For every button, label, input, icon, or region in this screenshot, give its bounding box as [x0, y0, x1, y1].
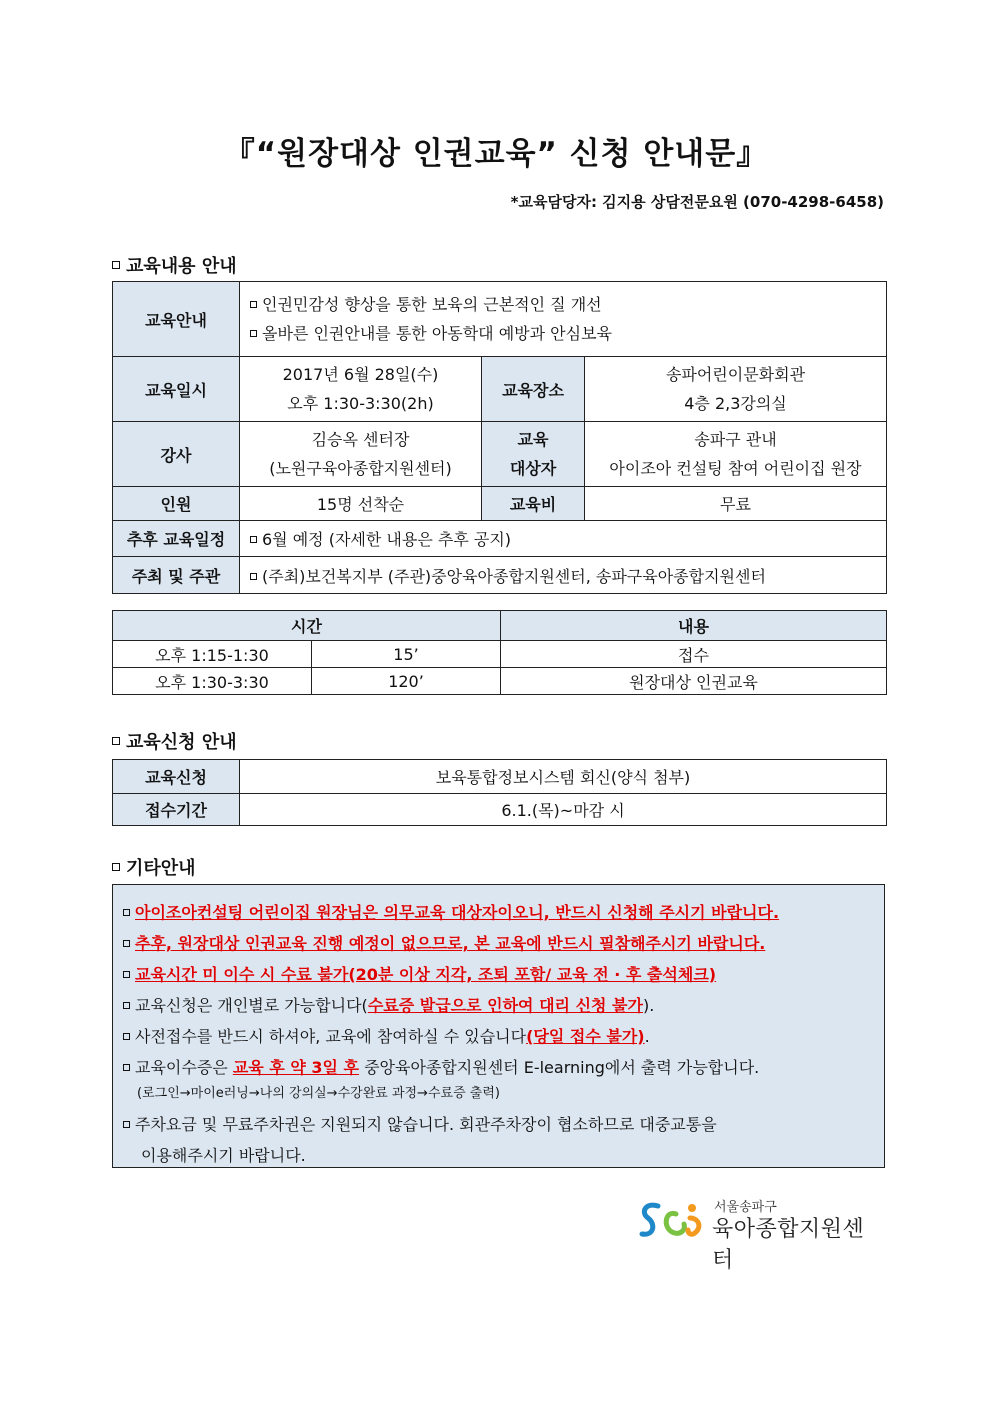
apply-value: 보육통합정보시스템 회신(양식 첨부) — [240, 760, 887, 794]
square-bullet-icon — [112, 261, 120, 269]
section-title-content: 교육내용 안내 — [112, 252, 237, 278]
square-bullet-icon — [123, 1064, 130, 1071]
square-bullet-icon — [123, 1002, 130, 1009]
label-instructor: 강사 — [113, 422, 240, 487]
label-fee: 교육비 — [482, 487, 585, 521]
date-value: 2017년 6월 28일(수) 오후 1:30-3:30(2h) — [240, 357, 482, 422]
notice-item-continued: 이용해주시기 바랍니다. — [141, 1146, 306, 1165]
square-bullet-icon — [123, 971, 130, 978]
table-row: 오후 1:15-1:30 15’ 접수 — [113, 641, 887, 668]
square-bullet-icon — [112, 737, 120, 745]
logo-center-name: 육아종합지원센터 — [712, 1217, 865, 1273]
square-bullet-icon — [250, 330, 257, 337]
notice-item: 추후, 원장대상 인권교육 진행 예정이 없으므로, 본 교육에 반드시 필참해주시기 바랍니다. — [123, 928, 884, 959]
logo-region-text: 서울송파구 — [714, 1200, 777, 1215]
square-bullet-icon — [112, 863, 120, 871]
label-period: 접수기간 — [113, 794, 240, 826]
schedule-header-content: 내용 — [501, 611, 887, 641]
notice-item: 사전접수를 반드시 하셔야, 교육에 참여하실 수 있습니다(당일 접수 불가). — [123, 1021, 884, 1052]
schedule-header-time: 시간 — [113, 611, 501, 641]
label-host: 주최 및 주관 — [113, 557, 240, 594]
square-bullet-icon — [250, 301, 257, 308]
notice-item: 교육신청은 개인별로 가능합니다(수료증 발급으로 인하여 대리 신청 불가). — [123, 990, 884, 1021]
period-value: 6.1.(목)~마감 시 — [240, 794, 887, 826]
page-title: 『“원장대상 인권교육” 신청 안내문』 — [223, 136, 769, 172]
notice-item: 교육이수증은 교육 후 약 3일 후 중앙육아종합지원센터 E-learning에서 출력 가능합니다. — [123, 1052, 884, 1083]
host-value: (주최)보건복지부 (주관)중앙육아종합지원센터, 송파구육아종합지원센터 — [240, 557, 887, 594]
place-value: 송파어린이문화회관 4층 2,3강의실 — [585, 357, 887, 422]
label-place: 교육장소 — [482, 357, 585, 422]
notice-subnote: (로그인→마이e러닝→나의 강의실→수강완료 과정→수료증 출력) — [137, 1086, 500, 1101]
schedule-table — [112, 610, 887, 695]
square-bullet-icon — [250, 573, 257, 580]
notice-item: 교육시간 미 이수 시 수료 불가(20분 이상 지각, 조퇴 포함/ 교육 전 · 후 출석체크) — [123, 959, 884, 990]
notice-item: 아이조아컨설팅 어린이집 원장님은 의무교육 대상자이오니, 반드시 신청해 주시기 바랍니다. — [123, 897, 884, 928]
label-guide: 교육안내 — [113, 282, 240, 357]
label-date: 교육일시 — [113, 357, 240, 422]
notice-item: 주차요금 및 무료주차권은 지원되지 않습니다. 회관주차장이 협소하므로 대중교통을 — [123, 1109, 884, 1140]
table-row: 오후 1:30-3:30 120’ 원장대상 인권교육 — [113, 668, 887, 695]
center-logo — [636, 1196, 886, 1273]
square-bullet-icon — [123, 940, 130, 947]
notice-box — [112, 884, 885, 1168]
square-bullet-icon — [123, 1121, 130, 1128]
label-people: 인원 — [113, 487, 240, 521]
contact-info: *교육담당자: 김지용 상담전문요원 (070-4298-6458) — [510, 193, 884, 211]
target-value: 송파구 관내 아이조아 컨설팅 참여 어린이집 원장 — [585, 422, 887, 487]
instructor-value: 김승옥 센터장 (노원구육아종합지원센터) — [240, 422, 482, 487]
square-bullet-icon — [250, 536, 257, 543]
guide-items: 인권민감성 향상을 통한 보육의 근본적인 질 개선 올바른 인권안내를 통한 아동학대 예방과 안심보육 — [240, 282, 887, 357]
square-bullet-icon — [123, 909, 130, 916]
section-title-apply: 교육신청 안내 — [112, 728, 237, 754]
label-apply: 교육신청 — [113, 760, 240, 794]
square-bullet-icon — [123, 1033, 130, 1040]
people-value: 15명 선착순 — [240, 487, 482, 521]
later-schedule-value: 6월 예정 (자세한 내용은 추후 공지) — [240, 521, 887, 557]
education-info-table — [112, 281, 887, 594]
label-target: 교육 대상자 — [482, 422, 585, 487]
label-later-schedule: 추후 교육일정 — [113, 521, 240, 557]
fee-value: 무료 — [585, 487, 887, 521]
apply-table — [112, 759, 887, 826]
section-title-etc: 기타안내 — [112, 854, 196, 880]
logo-mark-icon — [636, 1196, 708, 1244]
